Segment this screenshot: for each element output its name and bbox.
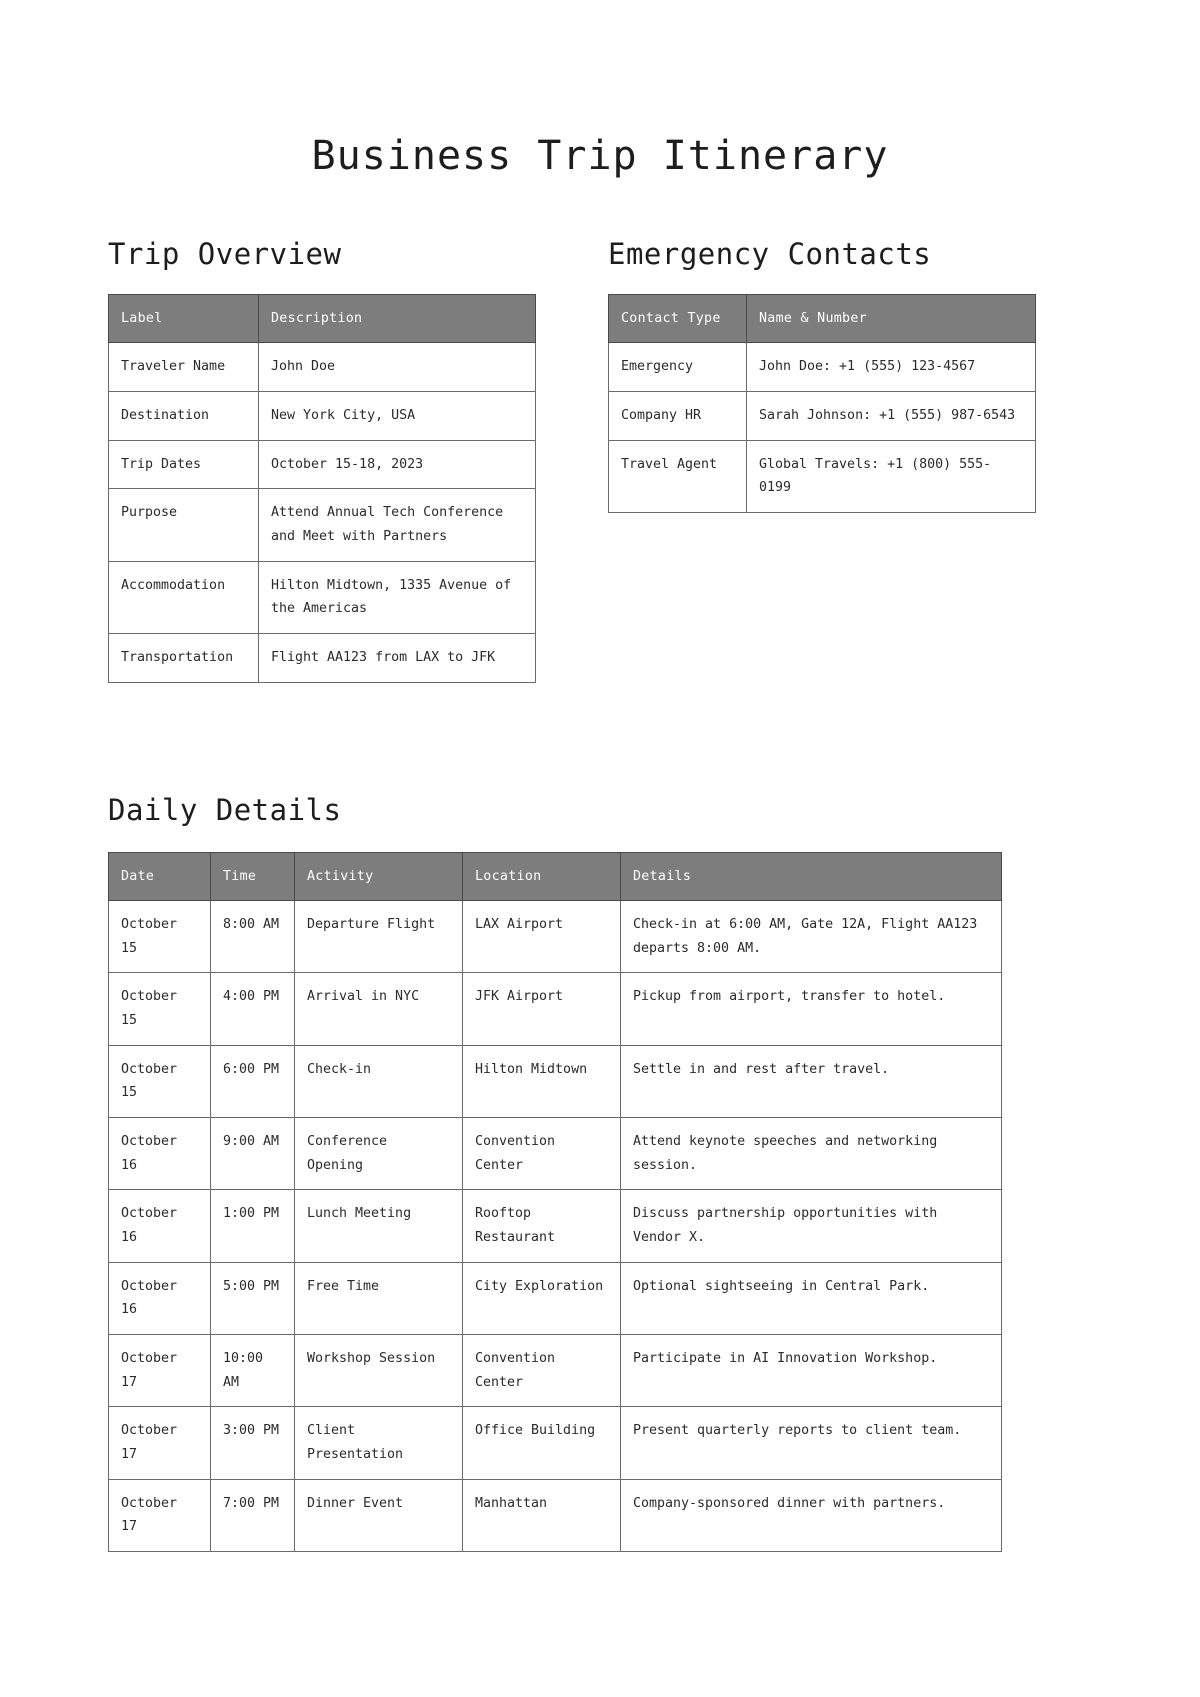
column-header-location: Location [463, 852, 621, 901]
table-row [609, 440, 1036, 512]
cell-time: 5:00 PM [211, 1262, 295, 1334]
cell-label: Transportation [109, 634, 259, 683]
table-row [109, 1190, 1002, 1262]
column-header-details: Details [621, 852, 1002, 901]
trip-overview-table [108, 294, 536, 683]
trip-overview-heading: Trip Overview [108, 237, 342, 271]
cell-details: Optional sightseeing in Central Park. [621, 1262, 1002, 1334]
table-row [609, 343, 1036, 392]
table-row [609, 392, 1036, 441]
cell-time: 6:00 PM [211, 1045, 295, 1117]
emergency-contacts-table [608, 294, 1036, 513]
cell-date: October 15 [109, 901, 211, 973]
cell-name-number: Sarah Johnson: +1 (555) 987-6543 [747, 392, 1036, 441]
cell-description: Flight AA123 from LAX to JFK [259, 634, 536, 683]
cell-location: Rooftop Restaurant [463, 1190, 621, 1262]
cell-label: Purpose [109, 489, 259, 561]
trip-overview-column [108, 237, 572, 683]
table-row [109, 1407, 1002, 1479]
cell-date: October 15 [109, 1045, 211, 1117]
table-row [109, 634, 536, 683]
trip-overview-table-wrap [108, 294, 536, 683]
table-row [109, 1479, 1002, 1551]
cell-description: John Doe [259, 343, 536, 392]
table-row [109, 1262, 1002, 1334]
cell-location: Hilton Midtown [463, 1045, 621, 1117]
daily-details-thead [109, 852, 1002, 901]
table-row [109, 392, 536, 441]
column-header-label: Label [109, 294, 259, 343]
column-header-time: Time [211, 852, 295, 901]
emergency-contacts-tbody [609, 343, 1036, 513]
emergency-contacts-table-wrap [608, 294, 1036, 513]
cell-activity: Arrival in NYC [295, 973, 463, 1045]
cell-activity: Client Presentation [295, 1407, 463, 1479]
cell-activity: Free Time [295, 1262, 463, 1334]
cell-date: October 16 [109, 1190, 211, 1262]
cell-activity: Workshop Session [295, 1335, 463, 1407]
page-title: Business Trip Itinerary [311, 133, 889, 179]
table-header-row [609, 294, 1036, 343]
cell-description: Attend Annual Tech Conference and Meet with Partners [259, 489, 536, 561]
cell-activity: Conference Opening [295, 1118, 463, 1190]
column-header-date: Date [109, 852, 211, 901]
table-row [109, 1118, 1002, 1190]
cell-details: Present quarterly reports to client team. [621, 1407, 1002, 1479]
cell-date: October 17 [109, 1479, 211, 1551]
cell-date: October 16 [109, 1262, 211, 1334]
cell-name-number: John Doe: +1 (555) 123-4567 [747, 343, 1036, 392]
cell-description: Hilton Midtown, 1335 Avenue of the Americas [259, 561, 536, 633]
cell-location: LAX Airport [463, 901, 621, 973]
cell-time: 8:00 AM [211, 901, 295, 973]
cell-activity: Lunch Meeting [295, 1190, 463, 1262]
cell-description: New York City, USA [259, 392, 536, 441]
cell-time: 7:00 PM [211, 1479, 295, 1551]
cell-date: October 17 [109, 1407, 211, 1479]
cell-label: Destination [109, 392, 259, 441]
table-row [109, 489, 536, 561]
cell-date: October 16 [109, 1118, 211, 1190]
column-header-description: Description [259, 294, 536, 343]
daily-details-tbody [109, 901, 1002, 1552]
cell-time: 9:00 AM [211, 1118, 295, 1190]
emergency-contacts-column [608, 237, 1072, 683]
cell-activity: Dinner Event [295, 1479, 463, 1551]
cell-location: Convention Center [463, 1335, 621, 1407]
cell-time: 10:00 AM [211, 1335, 295, 1407]
daily-details-heading: Daily Details [108, 792, 342, 827]
cell-label: Trip Dates [109, 440, 259, 489]
cell-location: JFK Airport [463, 973, 621, 1045]
cell-details: Company-sponsored dinner with partners. [621, 1479, 1002, 1551]
column-spacer [572, 237, 608, 683]
cell-contact-type: Travel Agent [609, 440, 747, 512]
cell-location: Convention Center [463, 1118, 621, 1190]
cell-details: Attend keynote speeches and networking session. [621, 1118, 1002, 1190]
cell-time: 1:00 PM [211, 1190, 295, 1262]
cell-name-number: Global Travels: +1 (800) 555-0199 [747, 440, 1036, 512]
cell-location: Manhattan [463, 1479, 621, 1551]
cell-label: Accommodation [109, 561, 259, 633]
table-row [109, 561, 536, 633]
top-section-row [108, 237, 1092, 683]
table-row [109, 1045, 1002, 1117]
cell-location: City Exploration [463, 1262, 621, 1334]
daily-details-table [108, 852, 1002, 1552]
cell-details: Check-in at 6:00 AM, Gate 12A, Flight AA123 departs 8:00 AM. [621, 901, 1002, 973]
cell-date: October 15 [109, 973, 211, 1045]
cell-location: Office Building [463, 1407, 621, 1479]
cell-contact-type: Company HR [609, 392, 747, 441]
cell-details: Discuss partnership opportunities with Vendor X. [621, 1190, 1002, 1262]
cell-details: Participate in AI Innovation Workshop. [621, 1335, 1002, 1407]
cell-activity: Departure Flight [295, 901, 463, 973]
trip-overview-thead [109, 294, 536, 343]
table-row [109, 440, 536, 489]
emergency-contacts-heading: Emergency Contacts [608, 237, 932, 271]
column-header-name-number: Name & Number [747, 294, 1036, 343]
cell-date: October 17 [109, 1335, 211, 1407]
column-header-activity: Activity [295, 852, 463, 901]
trip-overview-tbody [109, 343, 536, 682]
cell-details: Pickup from airport, transfer to hotel. [621, 973, 1002, 1045]
cell-activity: Check-in [295, 1045, 463, 1117]
cell-time: 4:00 PM [211, 973, 295, 1045]
table-row [109, 973, 1002, 1045]
table-row [109, 901, 1002, 973]
cell-contact-type: Emergency [609, 343, 747, 392]
emergency-contacts-thead [609, 294, 1036, 343]
cell-details: Settle in and rest after travel. [621, 1045, 1002, 1117]
table-row [109, 1335, 1002, 1407]
cell-label: Traveler Name [109, 343, 259, 392]
table-header-row [109, 852, 1002, 901]
daily-details-table-wrap [108, 852, 1002, 1552]
cell-description: October 15-18, 2023 [259, 440, 536, 489]
column-header-contact-type: Contact Type [609, 294, 747, 343]
table-header-row [109, 294, 536, 343]
table-row [109, 343, 536, 392]
cell-time: 3:00 PM [211, 1407, 295, 1479]
